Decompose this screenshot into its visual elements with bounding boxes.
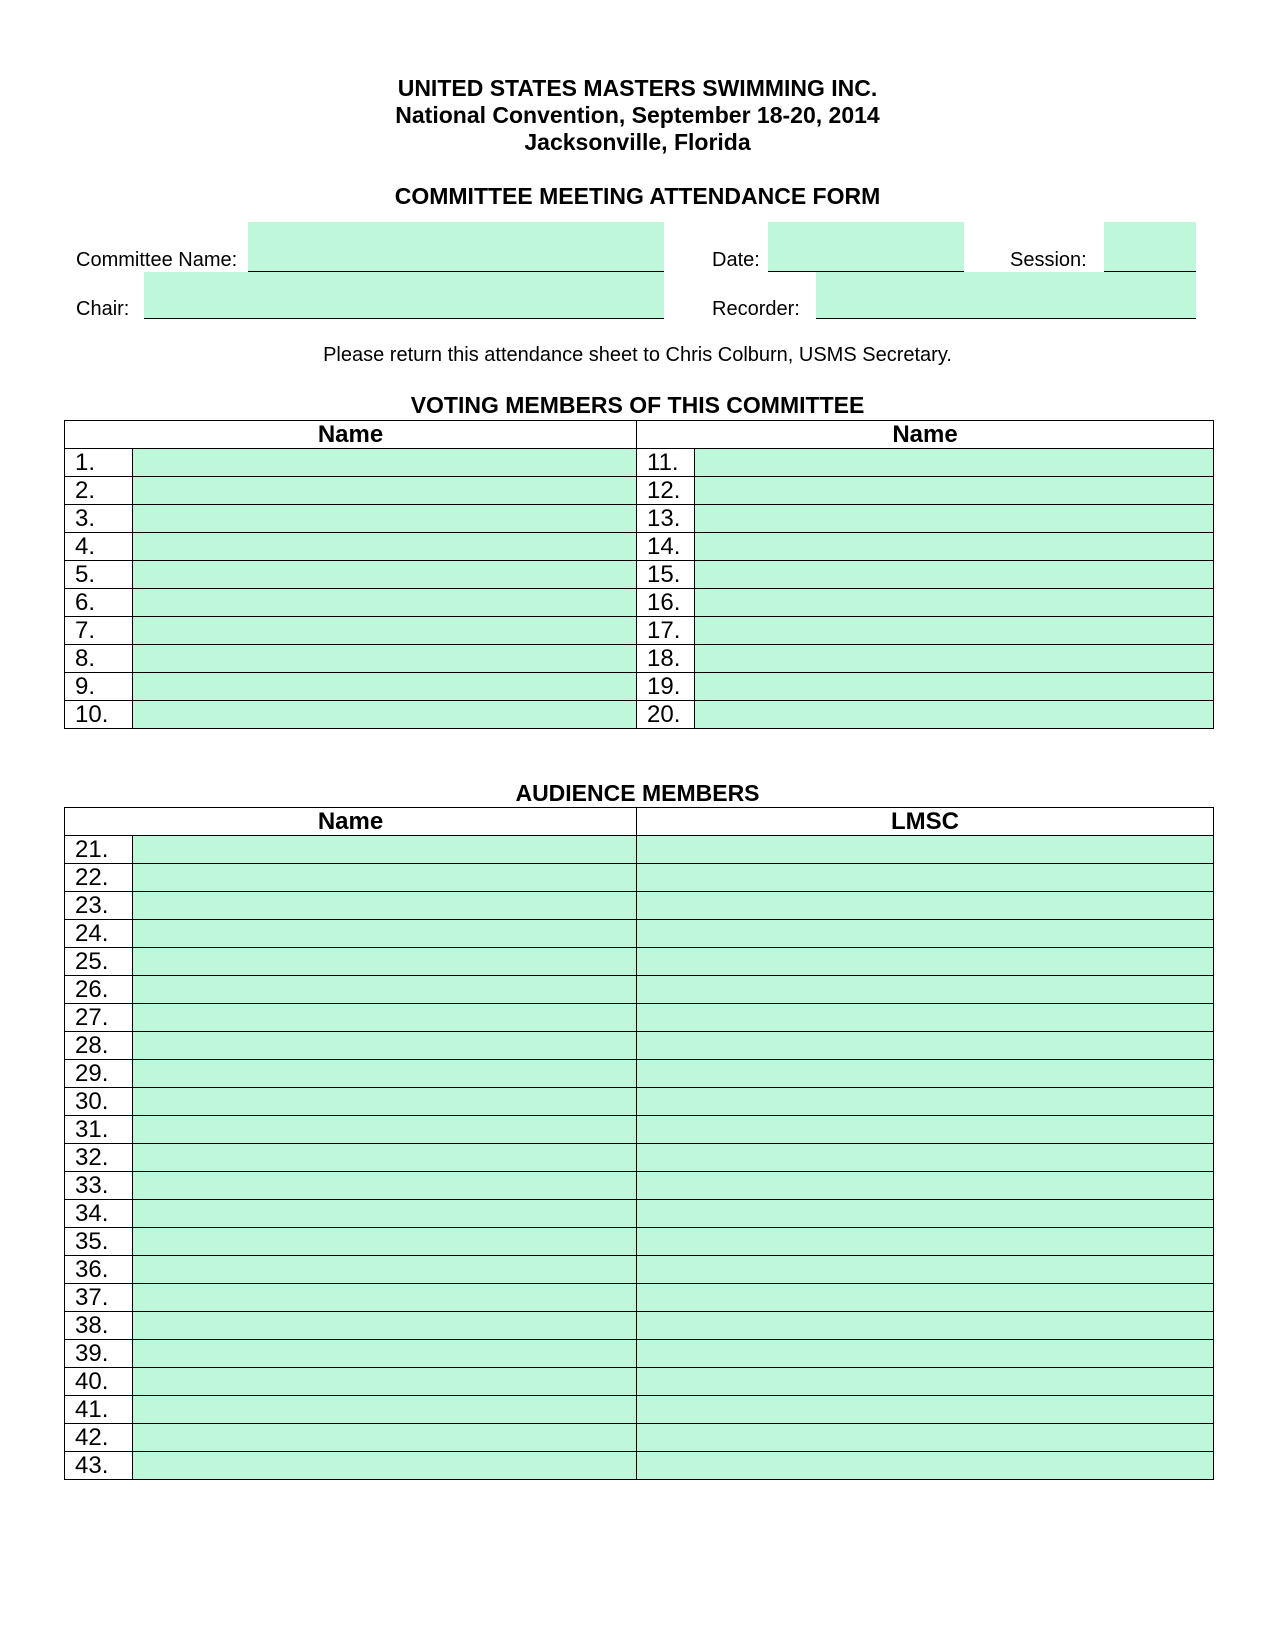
audience-name-cell[interactable] (133, 1284, 637, 1312)
voting-name-cell[interactable] (133, 477, 637, 505)
row-number: 41. (65, 1396, 133, 1424)
audience-name-cell[interactable] (133, 1200, 637, 1228)
row-number: 16. (637, 589, 695, 617)
table-row (65, 892, 1214, 920)
audience-lmsc-cell[interactable] (637, 864, 1214, 892)
table-row (65, 1116, 1214, 1144)
date-label: Date: (712, 249, 760, 271)
voting-name-cell[interactable] (133, 589, 637, 617)
table-row (65, 1340, 1214, 1368)
table-row (65, 1228, 1214, 1256)
row-number: 24. (65, 920, 133, 948)
table-row (65, 1256, 1214, 1284)
table-row (65, 477, 1214, 505)
session-label: Session: (1010, 249, 1087, 271)
voting-name-cell[interactable] (695, 449, 1214, 477)
audience-lmsc-cell[interactable] (637, 1284, 1214, 1312)
table-row (65, 701, 1214, 729)
voting-name-cell[interactable] (133, 533, 637, 561)
audience-name-cell[interactable] (133, 1172, 637, 1200)
row-number: 43. (65, 1452, 133, 1480)
row-number: 7. (65, 617, 133, 645)
committee-name-label: Committee Name: (76, 249, 238, 271)
audience-lmsc-cell[interactable] (637, 1340, 1214, 1368)
row-number: 36. (65, 1256, 133, 1284)
voting-name-cell[interactable] (695, 617, 1214, 645)
audience-name-cell[interactable] (133, 1368, 637, 1396)
audience-name-cell[interactable] (133, 976, 637, 1004)
row-number: 31. (65, 1116, 133, 1144)
audience-lmsc-cell[interactable] (637, 976, 1214, 1004)
audience-lmsc-cell[interactable] (637, 1368, 1214, 1396)
row-number: 2. (65, 477, 133, 505)
voting-name-cell[interactable] (133, 617, 637, 645)
audience-name-cell[interactable] (133, 1396, 637, 1424)
voting-name-cell[interactable] (695, 477, 1214, 505)
voting-name-cell[interactable] (695, 533, 1214, 561)
row-number: 15. (637, 561, 695, 589)
row-number: 29. (65, 1060, 133, 1088)
voting-name-cell[interactable] (695, 561, 1214, 589)
voting-name-header-right: Name (637, 421, 1214, 449)
voting-name-cell[interactable] (133, 505, 637, 533)
row-number: 12. (637, 477, 695, 505)
row-number: 27. (65, 1004, 133, 1032)
table-row (65, 589, 1214, 617)
audience-lmsc-header: LMSC (637, 808, 1214, 836)
audience-lmsc-cell[interactable] (637, 1256, 1214, 1284)
row-number: 38. (65, 1312, 133, 1340)
voting-name-cell[interactable] (133, 701, 637, 729)
row-number: 14. (637, 533, 695, 561)
row-number: 20. (637, 701, 695, 729)
audience-name-header: Name (65, 808, 637, 836)
table-row (65, 533, 1214, 561)
committee-name-field[interactable] (248, 222, 664, 272)
audience-lmsc-cell[interactable] (637, 1424, 1214, 1452)
voting-name-cell[interactable] (695, 589, 1214, 617)
audience-name-cell[interactable] (133, 920, 637, 948)
voting-name-cell[interactable] (695, 673, 1214, 701)
row-number: 39. (65, 1340, 133, 1368)
table-row (65, 864, 1214, 892)
audience-lmsc-cell[interactable] (637, 920, 1214, 948)
audience-name-cell[interactable] (133, 1312, 637, 1340)
row-number: 25. (65, 948, 133, 976)
table-row (65, 948, 1214, 976)
row-number: 10. (65, 701, 133, 729)
table-row (65, 449, 1214, 477)
table-row (65, 1312, 1214, 1340)
row-number: 23. (65, 892, 133, 920)
recorder-label: Recorder: (712, 298, 800, 320)
table-row (65, 1396, 1214, 1424)
table-row (65, 920, 1214, 948)
row-number: 5. (65, 561, 133, 589)
location-title: Jacksonville, Florida (524, 129, 751, 155)
org-title: UNITED STATES MASTERS SWIMMING INC. (397, 75, 878, 101)
audience-lmsc-cell[interactable] (637, 1452, 1214, 1480)
audience-lmsc-cell[interactable] (637, 1200, 1214, 1228)
row-number: 32. (65, 1144, 133, 1172)
row-number: 34. (65, 1200, 133, 1228)
audience-lmsc-cell[interactable] (637, 892, 1214, 920)
voting-name-cell[interactable] (133, 449, 637, 477)
row-number: 28. (65, 1032, 133, 1060)
audience-lmsc-cell[interactable] (637, 1396, 1214, 1424)
audience-name-cell[interactable] (133, 1228, 637, 1256)
audience-name-cell[interactable] (133, 1032, 637, 1060)
row-number: 19. (637, 673, 695, 701)
audience-name-cell[interactable] (133, 1452, 637, 1480)
audience-section-title: AUDIENCE MEMBERS (515, 780, 760, 806)
row-number: 1. (65, 449, 133, 477)
audience-lmsc-cell[interactable] (637, 1060, 1214, 1088)
table-row (65, 1452, 1214, 1480)
audience-lmsc-cell[interactable] (637, 1228, 1214, 1256)
chair-label: Chair: (76, 298, 130, 320)
table-row (65, 1284, 1214, 1312)
table-row (65, 1200, 1214, 1228)
row-number: 3. (65, 505, 133, 533)
audience-name-cell[interactable] (133, 892, 637, 920)
row-number: 13. (637, 505, 695, 533)
audience-name-cell[interactable] (133, 864, 637, 892)
return-note: Please return this attendance sheet to Chris Colburn, USMS Secretary. (323, 344, 952, 366)
audience-lmsc-cell[interactable] (637, 1172, 1214, 1200)
recorder-field[interactable] (816, 272, 1196, 319)
table-row (65, 1004, 1214, 1032)
row-number: 40. (65, 1368, 133, 1396)
voting-name-header-left: Name (65, 421, 637, 449)
voting-name-cell[interactable] (695, 701, 1214, 729)
row-number: 8. (65, 645, 133, 673)
audience-name-cell[interactable] (133, 1088, 637, 1116)
chair-field[interactable] (144, 272, 664, 319)
row-number: 21. (65, 836, 133, 864)
voting-section-title: VOTING MEMBERS OF THIS COMMITTEE (410, 392, 865, 418)
row-number: 37. (65, 1284, 133, 1312)
table-row (65, 1032, 1214, 1060)
audience-lmsc-cell[interactable] (637, 1116, 1214, 1144)
voting-name-cell[interactable] (133, 561, 637, 589)
table-row (65, 1060, 1214, 1088)
audience-lmsc-cell[interactable] (637, 1004, 1214, 1032)
row-number: 9. (65, 673, 133, 701)
audience-lmsc-cell[interactable] (637, 1088, 1214, 1116)
voting-name-cell[interactable] (695, 505, 1214, 533)
audience-lmsc-cell[interactable] (637, 1032, 1214, 1060)
audience-name-cell[interactable] (133, 1424, 637, 1452)
audience-name-cell[interactable] (133, 836, 637, 864)
row-number: 11. (637, 449, 695, 477)
voting-table (64, 420, 1214, 729)
session-field[interactable] (1104, 222, 1196, 272)
audience-name-cell[interactable] (133, 1144, 637, 1172)
audience-name-cell[interactable] (133, 948, 637, 976)
table-row (65, 1144, 1214, 1172)
row-number: 30. (65, 1088, 133, 1116)
form-title: COMMITTEE MEETING ATTENDANCE FORM (394, 183, 881, 209)
audience-lmsc-cell[interactable] (637, 836, 1214, 864)
date-field[interactable] (768, 222, 964, 272)
table-row (65, 645, 1214, 673)
row-number: 26. (65, 976, 133, 1004)
table-row (65, 673, 1214, 701)
row-number: 22. (65, 864, 133, 892)
table-row (65, 836, 1214, 864)
table-row (65, 1088, 1214, 1116)
table-row (65, 561, 1214, 589)
voting-name-cell[interactable] (133, 673, 637, 701)
table-row (65, 505, 1214, 533)
row-number: 4. (65, 533, 133, 561)
audience-lmsc-cell[interactable] (637, 948, 1214, 976)
voting-name-cell[interactable] (695, 645, 1214, 673)
table-row (65, 1424, 1214, 1452)
table-row (65, 1368, 1214, 1396)
table-row (65, 617, 1214, 645)
audience-name-cell[interactable] (133, 1340, 637, 1368)
row-number: 35. (65, 1228, 133, 1256)
audience-table (64, 807, 1214, 1480)
convention-title: National Convention, September 18-20, 2014 (395, 102, 880, 128)
audience-lmsc-cell[interactable] (637, 1144, 1214, 1172)
row-number: 33. (65, 1172, 133, 1200)
row-number: 17. (637, 617, 695, 645)
row-number: 6. (65, 589, 133, 617)
audience-name-cell[interactable] (133, 1060, 637, 1088)
audience-name-cell[interactable] (133, 1256, 637, 1284)
voting-name-cell[interactable] (133, 645, 637, 673)
row-number: 18. (637, 645, 695, 673)
row-number: 42. (65, 1424, 133, 1452)
audience-lmsc-cell[interactable] (637, 1312, 1214, 1340)
audience-name-cell[interactable] (133, 1116, 637, 1144)
table-row (65, 1172, 1214, 1200)
audience-name-cell[interactable] (133, 1004, 637, 1032)
table-row (65, 976, 1214, 1004)
